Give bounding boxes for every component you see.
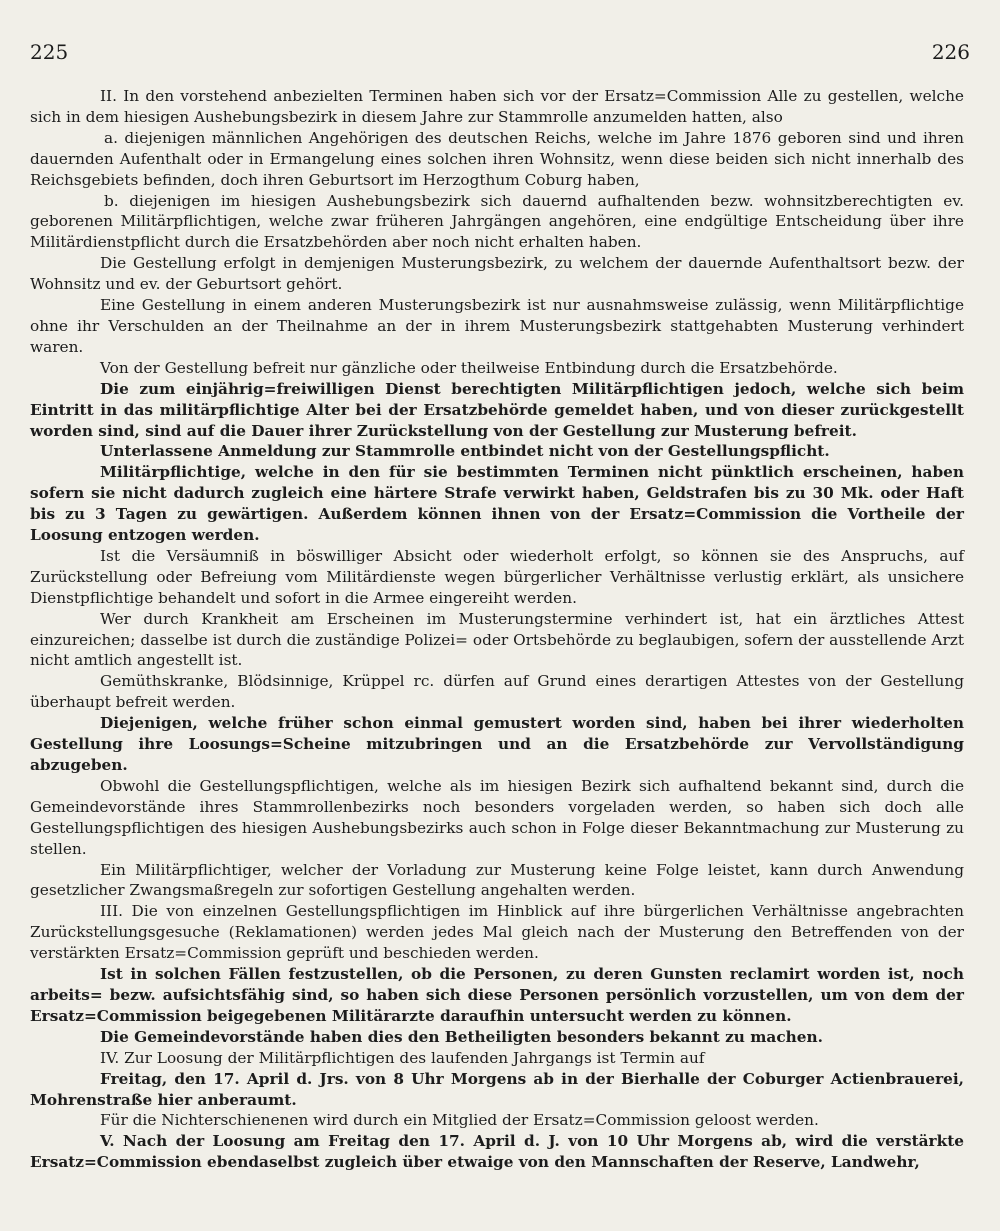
paragraph: Ist in solchen Fällen festzustellen, ob die Personen, zu deren Gunsten reclamirt worden ist, noch arbeits= bezw. aufsichtsfähig sind, so haben sich diese Personen persönlich vorzustellen, um von dem der Ersatz=Commission beigegebenen Militärarzte daraufhin untersucht werden zu können. xyxy=(30,965,964,1025)
paragraph: Diejenigen, welche früher schon einmal gemustert worden sind, haben bei ihrer wiederholten Gestellung ihre Loosungs=Scheine mitzubringen und an die Ersatzbehörde zur Vervollständigung abzugeben. xyxy=(30,714,964,774)
paragraph: Eine Gestellung in einem anderen Musterungsbezirk ist nur ausnahmsweise zulässig, wenn Militärpflichtige ohne ihr Verschulden an der Theilnahme an der in ihrem Musterungsbezirk stattgehabten Musterung verhindert waren. xyxy=(30,296,964,356)
paragraph: Gemüthskranke, Blödsinnige, Krüppel rc. dürfen auf Grund eines derartigen Attestes von der Gestellung überhaupt befreit werden. xyxy=(30,672,964,712)
page-number-right: 226 xyxy=(931,40,970,64)
page-number-left: 225 xyxy=(30,40,69,64)
body-text xyxy=(30,86,964,1173)
paragraph: II. In den vorstehend anbezielten Terminen haben sich vor der Ersatz=Commission Alle zu gestellen, welche sich in dem hiesigen Aushebungsbezirk in diesem Jahre zur Stammrolle anzumelden hatten, also xyxy=(30,87,964,126)
paragraph: III. Die von einzelnen Gestellungspflichtigen im Hinblick auf ihre bürgerlichen Verhältnisse angebrachten Zurückstellungsgesuche (Reklamationen) werden jedes Mal gleich nach der Musterung den Betreffenden von der verstärkten Ersatz=Commission geprüft und beschieden werden. xyxy=(30,902,964,963)
paragraph: Von der Gestellung befreit nur gänzliche oder theilweise Entbindung durch die Ersatzbehörde. xyxy=(100,358,838,377)
paragraph: Unterlassene Anmeldung zur Stammrolle entbindet nicht von der Gestellungspflicht. xyxy=(100,442,830,461)
paragraph: Die Gestellung erfolgt in demjenigen Musterungsbezirk, zu welchem der dauernde Aufenthaltsort bezw. der Wohnsitz und ev. der Geburtsort gehört. xyxy=(30,254,964,294)
paragraph: Wer durch Krankheit am Erscheinen im Musterungstermine verhindert ist, hat ein ärztliches Attest einzureichen; dasselbe ist durch die zuständige Polizei= oder Ortsbehörde zu beglaubigen, sofern der ausstellende Arzt nicht amtlich angestellt ist. xyxy=(30,609,964,670)
paragraph: Freitag, den 17. April d. Jrs. von 8 Uhr Morgens ab in der Bierhalle der Coburger Actienbrauerei, Mohrenstraße hier anberaumt. xyxy=(30,1069,964,1109)
paragraph: Obwohl die Gestellungspflichtigen, welche als im hiesigen Bezirk sich aufhaltend bekannt sind, durch die Gemeindevorstände ihres Stammrollenbezirks noch besonders vorgeladen werden, so haben sich doch alle Gestellungspflichtigen des hiesigen Aushebungsbezirks auch schon in Folge dieser Bekanntmachung zur Musterung zu stellen. xyxy=(30,776,964,858)
paragraph: b. diejenigen im hiesigen Aushebungsbezirk sich dauernd aufhaltenden bezw. wohnsitzberechtigten ev. geborenen Militärpflichtigen, welche zwar früheren Jahrgängen angehören, eine endgültige Entscheidung über ihre Militärdienstpflicht durch die Ersatzbehörden aber noch nicht erhalten haben. xyxy=(30,191,964,252)
paragraph: V. Nach der Loosung am Freitag den 17. April d. J. von 10 Uhr Morgens ab, wird die verstärkte Ersatz=Commission ebendaselbst zugleich über etwaige von den Mannschaften der Reserve, Landwehr, xyxy=(30,1132,964,1172)
paragraph: Militärpflichtige, welche in den für sie bestimmten Terminen nicht pünktlich erscheinen, haben sofern sie nicht dadurch zugleich eine härtere Strafe verwirkt haben, Geldstrafen bis zu 30 Mk. oder Haft bis zu 3 Tagen zu gewärtigen. Außerdem können ihnen von der Ersatz=Commission die Vortheile der Loosung entzogen werden. xyxy=(30,463,964,545)
paragraph: Die zum einjährig=freiwilligen Dienst berechtigten Militärpflichtigen jedoch, welche sich beim Eintritt in das militärpflichtige Alter bei der Ersatzbehörde gemeldet haben, und von dieser zurückgestellt worden sind, sind auf die Dauer ihrer Zurückstellung von der Gestellung zur Musterung befreit. xyxy=(30,379,964,440)
paragraph: Die Gemeindevorstände haben dies den Betheiligten besonders bekannt zu machen. xyxy=(100,1027,823,1046)
paragraph: a. diejenigen männlichen Angehörigen des deutschen Reichs, welche im Jahre 1876 geboren sind und ihren dauernden Aufenthalt oder in Ermangelung eines solchen ihren Wohnsitz, wenn diese beiden sich nicht innerhalb des Reichsgebiets befinden, doch ihren Geburtsort im Herzogthum Coburg haben, xyxy=(30,128,964,189)
paragraph: Für die Nichterschienenen wird durch ein Mitglied der Ersatz=Commission geloost werden. xyxy=(100,1111,819,1130)
paragraph: IV. Zur Loosung der Militärpflichtigen des laufenden Jahrgangs ist Termin auf xyxy=(100,1048,705,1067)
paragraph: Ist die Versäumniß in böswilliger Absicht oder wiederholt erfolgt, so können sie des Anspruchs, auf Zurückstellung oder Befreiung vom Militärdienste wegen bürgerlicher Verhältnisse verlustig erklärt, als unsichere Dienstpflichtige behandelt und sofort in die Armee eingereiht werden. xyxy=(30,546,964,607)
paragraph: Ein Militärpflichtiger, welcher der Vorladung zur Musterung keine Folge leistet, kann durch Anwendung gesetzlicher Zwangsmaßregeln zur sofortigen Gestellung angehalten werden. xyxy=(30,860,964,900)
